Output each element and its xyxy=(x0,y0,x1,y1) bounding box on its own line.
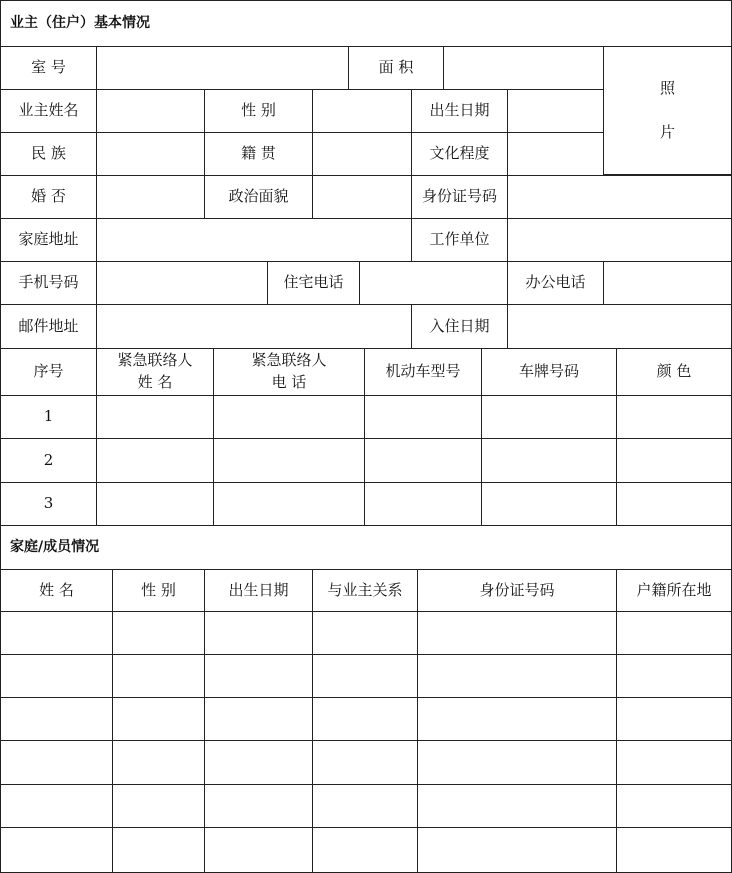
field-owner-name[interactable] xyxy=(96,89,205,133)
family-cell[interactable] xyxy=(0,784,113,828)
family-cell[interactable] xyxy=(0,697,113,741)
section-title-family xyxy=(0,525,732,570)
family-cell[interactable] xyxy=(112,740,205,785)
contact-row-seq xyxy=(0,395,97,439)
contact-cell[interactable] xyxy=(96,438,214,483)
field-home-address[interactable] xyxy=(96,218,412,262)
label-native-place xyxy=(204,132,313,176)
header-text: 姓 名 xyxy=(39,580,74,599)
label-mail-address xyxy=(0,304,97,349)
contact-cell[interactable] xyxy=(616,438,732,483)
header-contact-name xyxy=(96,348,214,396)
family-cell[interactable] xyxy=(417,784,617,828)
contact-cell[interactable] xyxy=(364,438,482,483)
section-title-text: 业主（住户）基本情况 xyxy=(10,15,150,32)
family-cell[interactable] xyxy=(312,740,418,785)
field-gender[interactable] xyxy=(312,89,412,133)
family-cell[interactable] xyxy=(312,784,418,828)
header-text: 出生日期 xyxy=(228,580,289,599)
label-text: 住宅电话 xyxy=(283,273,344,292)
label-home-phone xyxy=(267,261,360,305)
field-political[interactable] xyxy=(312,175,412,219)
label-office-phone xyxy=(507,261,604,305)
field-mobile[interactable] xyxy=(96,261,268,305)
label-mobile xyxy=(0,261,97,305)
contact-cell[interactable] xyxy=(616,395,732,439)
family-cell[interactable] xyxy=(616,784,732,828)
field-marital[interactable] xyxy=(96,175,205,219)
label-gender xyxy=(204,89,313,133)
header-text: 序号 xyxy=(33,362,64,381)
field-office-phone[interactable] xyxy=(603,261,732,305)
family-header-relation xyxy=(312,569,418,612)
family-header-name xyxy=(0,569,113,612)
photo-box[interactable] xyxy=(603,46,732,175)
field-native-place[interactable] xyxy=(312,132,412,176)
family-cell[interactable] xyxy=(204,827,313,873)
field-work-unit[interactable] xyxy=(507,218,732,262)
label-text: 面 积 xyxy=(378,58,414,77)
label-political xyxy=(204,175,313,219)
label-marital xyxy=(0,175,97,219)
label-text: 性 别 xyxy=(241,101,276,120)
family-cell[interactable] xyxy=(616,611,732,655)
label-text: 身份证号码 xyxy=(421,187,497,206)
label-text: 政治面貌 xyxy=(228,187,289,206)
contact-cell[interactable] xyxy=(213,482,365,526)
label-area xyxy=(348,46,444,90)
label-text: 籍 贯 xyxy=(241,144,276,163)
label-text: 家庭地址 xyxy=(18,230,79,249)
contact-row-seq xyxy=(0,438,97,483)
field-home-phone[interactable] xyxy=(359,261,508,305)
family-cell[interactable] xyxy=(112,697,205,741)
header-text: 颜 色 xyxy=(656,362,692,381)
family-cell[interactable] xyxy=(112,611,205,655)
contact-cell[interactable] xyxy=(481,482,617,526)
field-move-in-date[interactable] xyxy=(507,304,732,349)
section-title-owner-info xyxy=(0,0,732,47)
family-cell[interactable] xyxy=(204,740,313,785)
family-cell[interactable] xyxy=(417,697,617,741)
label-text: 文化程度 xyxy=(429,144,490,163)
label-text: 办公电话 xyxy=(525,273,586,292)
label-text: 邮件地址 xyxy=(18,316,79,335)
header-text-line2: 姓 名 xyxy=(137,373,173,391)
label-text: 民 族 xyxy=(31,144,66,163)
header-text-line1: 紧急联络人 xyxy=(251,351,327,370)
label-text: 入住日期 xyxy=(429,316,490,335)
label-birth-date xyxy=(411,89,508,133)
label-text: 手机号码 xyxy=(18,273,79,292)
label-text: 业主姓名 xyxy=(18,101,79,120)
family-cell[interactable] xyxy=(417,611,617,655)
contact-cell[interactable] xyxy=(96,395,214,439)
photo-label-bottom: 片 xyxy=(659,122,675,141)
header-vehicle-model xyxy=(364,348,482,396)
contact-cell[interactable] xyxy=(616,482,732,526)
header-text-line2: 电 话 xyxy=(271,373,307,391)
family-cell[interactable] xyxy=(0,654,113,698)
family-header-household-reg xyxy=(616,569,732,612)
family-cell[interactable] xyxy=(204,784,313,828)
family-cell[interactable] xyxy=(312,697,418,741)
family-cell[interactable] xyxy=(616,740,732,785)
header-plate-no xyxy=(481,348,617,396)
family-cell[interactable] xyxy=(616,654,732,698)
field-birth-date[interactable] xyxy=(507,89,604,133)
family-cell[interactable] xyxy=(417,827,617,873)
contact-cell[interactable] xyxy=(481,438,617,483)
label-move-in-date xyxy=(411,304,508,349)
family-header-gender xyxy=(112,569,205,612)
label-education xyxy=(411,132,508,176)
family-cell[interactable] xyxy=(112,827,205,873)
photo-label-top: 照 xyxy=(659,78,675,97)
family-cell[interactable] xyxy=(312,654,418,698)
field-education[interactable] xyxy=(507,132,604,176)
family-cell[interactable] xyxy=(204,654,313,698)
field-id-number[interactable] xyxy=(507,175,732,219)
contact-row-seq xyxy=(0,482,97,526)
family-cell[interactable] xyxy=(112,654,205,698)
header-seq xyxy=(0,348,97,396)
family-cell[interactable] xyxy=(0,827,113,873)
family-cell[interactable] xyxy=(0,740,113,785)
family-cell[interactable] xyxy=(417,654,617,698)
family-cell[interactable] xyxy=(616,827,732,873)
contact-cell[interactable] xyxy=(213,438,365,483)
family-cell[interactable] xyxy=(0,611,113,655)
family-header-id-number xyxy=(417,569,617,612)
family-cell[interactable] xyxy=(204,611,313,655)
contact-cell[interactable] xyxy=(96,482,214,526)
field-ethnicity[interactable] xyxy=(96,132,205,176)
row-number: 2 xyxy=(43,450,54,469)
label-id-number xyxy=(411,175,508,219)
field-mail-address[interactable] xyxy=(96,304,412,349)
header-text: 车牌号码 xyxy=(518,362,579,381)
row-number: 1 xyxy=(43,407,54,426)
family-cell[interactable] xyxy=(417,740,617,785)
field-room-no[interactable] xyxy=(96,46,349,90)
header-text: 机动车型号 xyxy=(385,362,461,381)
family-cell[interactable] xyxy=(204,697,313,741)
label-work-unit xyxy=(411,218,508,262)
contact-cell[interactable] xyxy=(364,395,482,439)
label-text: 工作单位 xyxy=(429,230,490,249)
field-area[interactable] xyxy=(443,46,604,90)
header-text-line1: 紧急联络人 xyxy=(117,351,193,370)
label-text: 室 号 xyxy=(31,58,66,77)
family-cell[interactable] xyxy=(616,697,732,741)
label-text: 婚 否 xyxy=(31,187,66,206)
label-room-no xyxy=(0,46,97,90)
label-owner-name xyxy=(0,89,97,133)
row-number: 3 xyxy=(43,494,54,513)
label-ethnicity xyxy=(0,132,97,176)
contact-cell[interactable] xyxy=(213,395,365,439)
section-title-text: 家庭/成员情况 xyxy=(10,539,100,556)
label-text: 出生日期 xyxy=(429,101,490,120)
header-text: 与业主关系 xyxy=(327,580,403,599)
header-text: 户籍所在地 xyxy=(636,580,712,599)
header-contact-phone xyxy=(213,348,365,396)
contact-cell[interactable] xyxy=(481,395,617,439)
family-cell[interactable] xyxy=(312,827,418,873)
header-text: 身份证号码 xyxy=(479,580,555,599)
family-cell[interactable] xyxy=(312,611,418,655)
label-home-address xyxy=(0,218,97,262)
header-color xyxy=(616,348,732,396)
contact-cell[interactable] xyxy=(364,482,482,526)
family-cell[interactable] xyxy=(112,784,205,828)
header-text: 性 别 xyxy=(141,580,176,599)
family-header-birth-date xyxy=(204,569,313,612)
